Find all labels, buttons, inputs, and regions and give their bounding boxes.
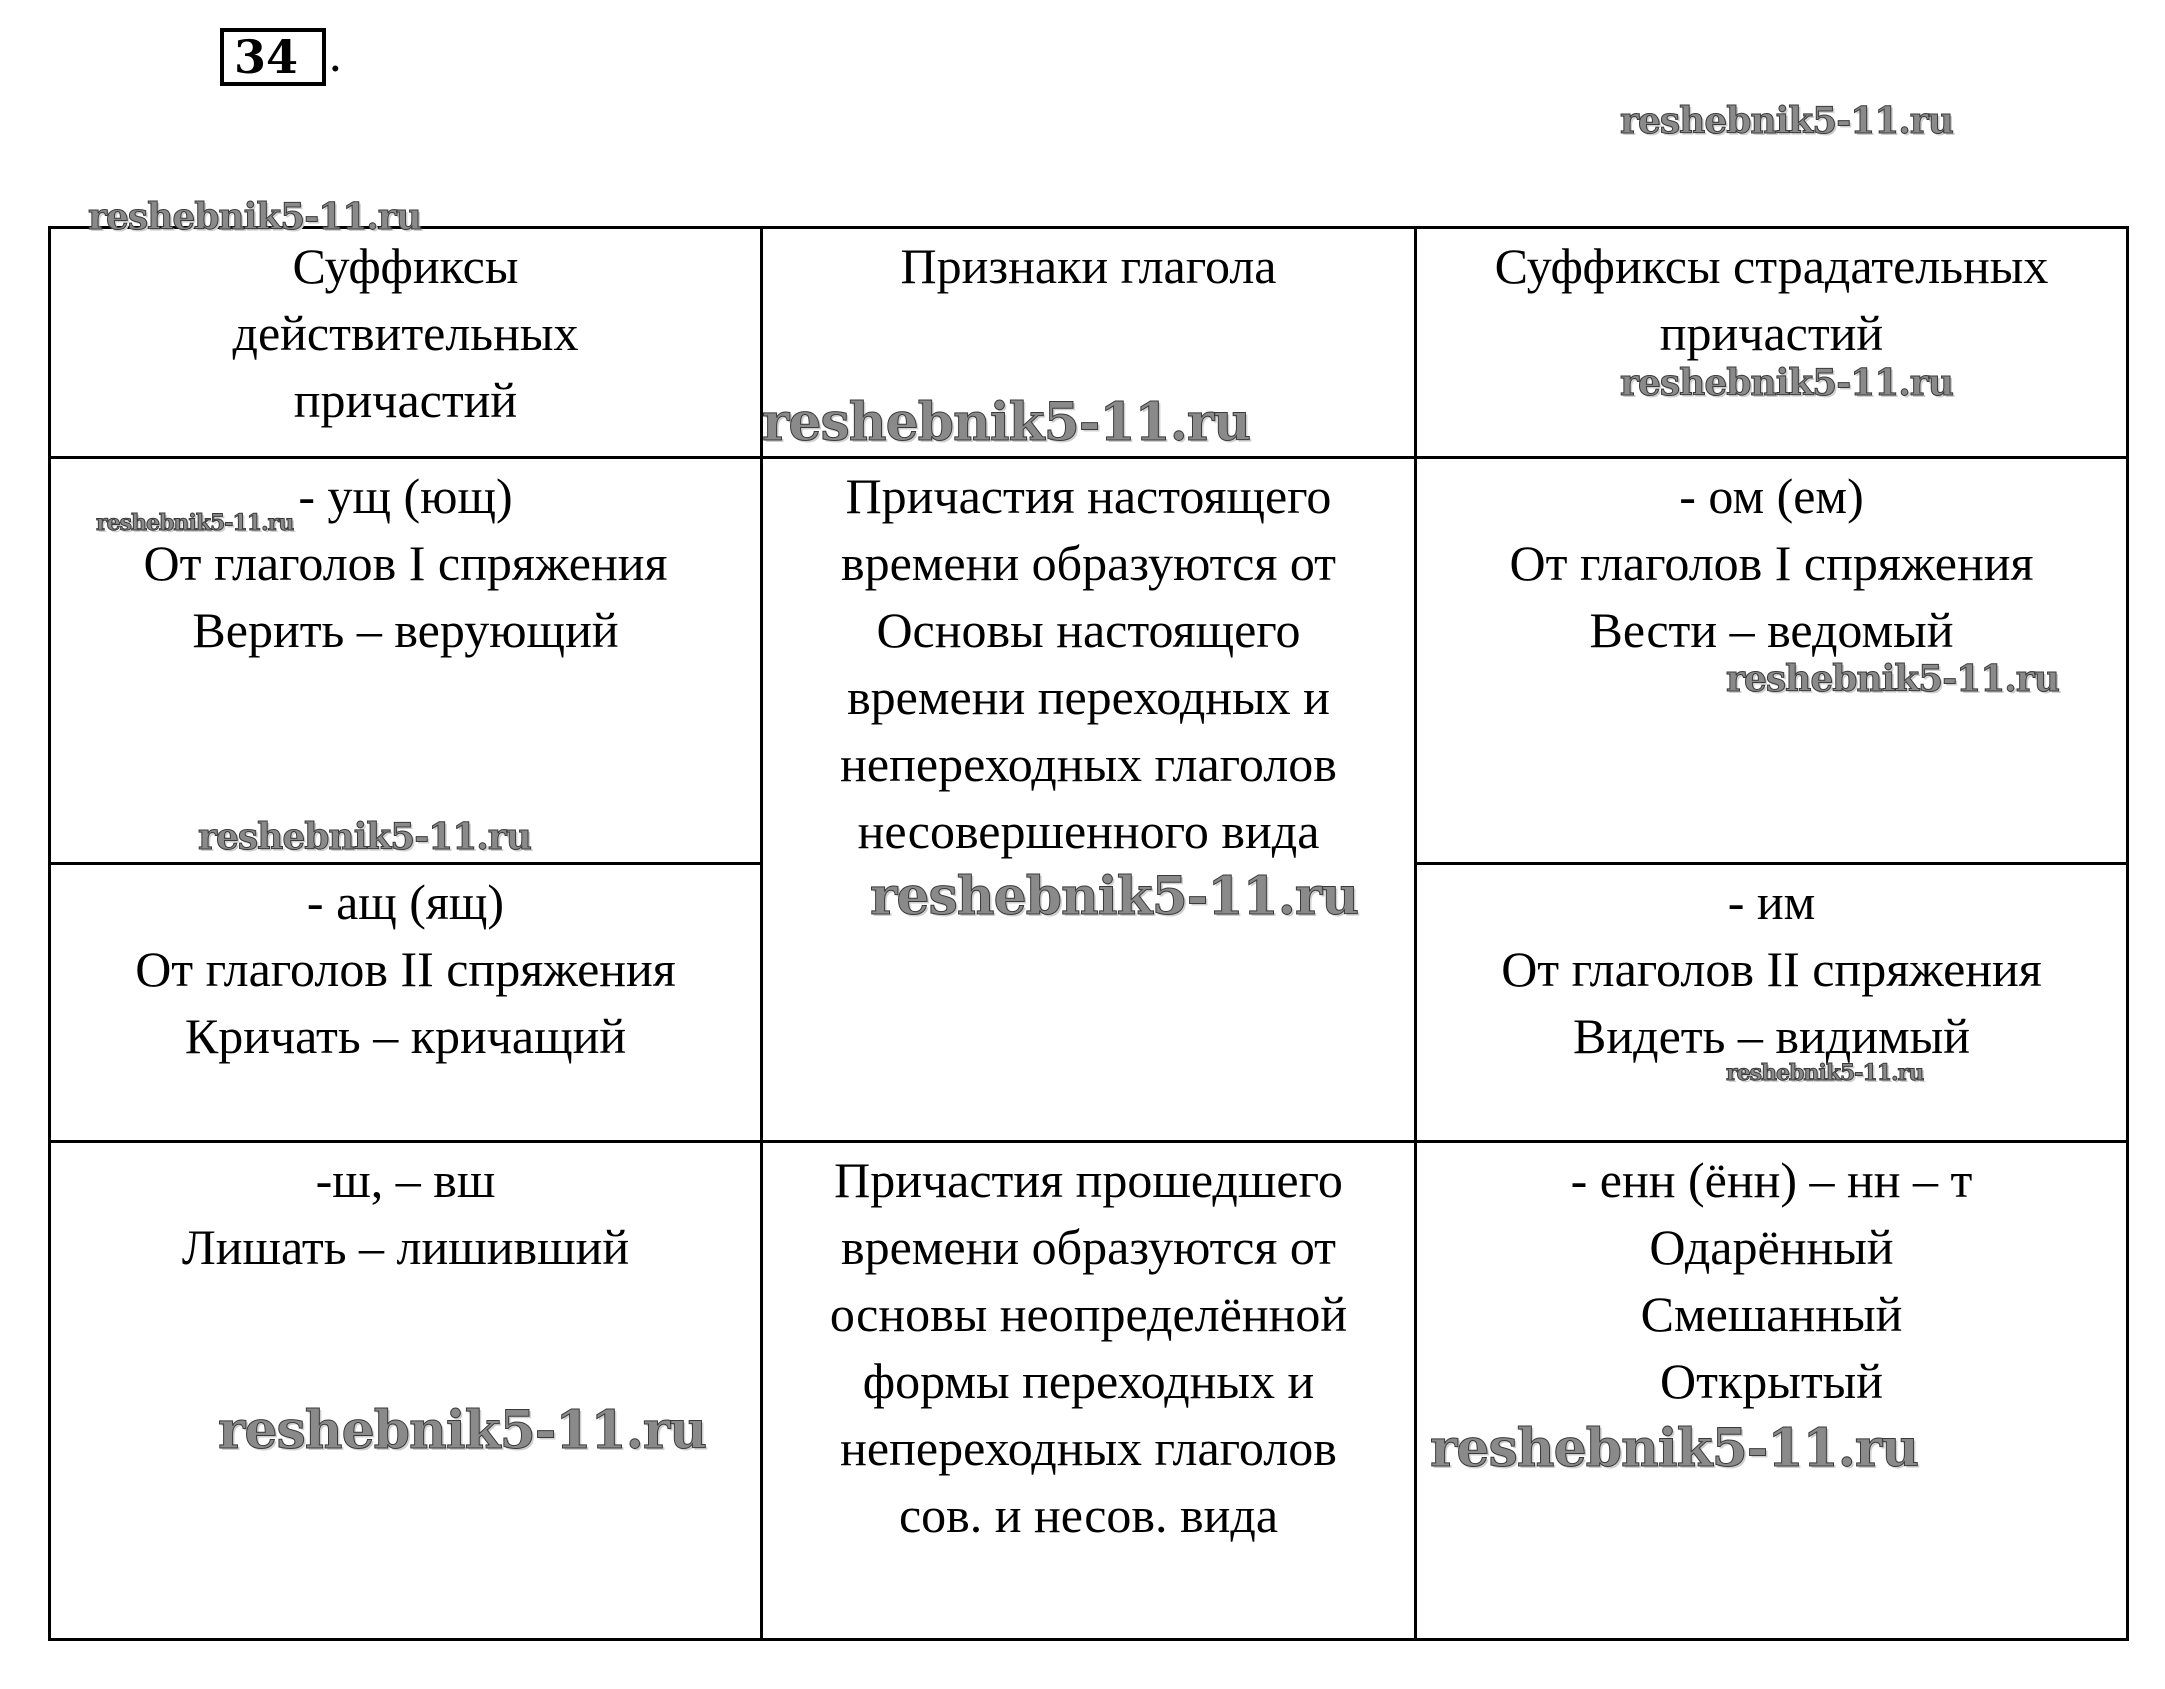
watermark: reshebnik5-11.ru bbox=[88, 196, 421, 238]
cell-line: Кричать – кричащий bbox=[184, 1008, 627, 1064]
task-number-dot: . bbox=[328, 28, 343, 82]
cell-line: От глаголов II спряжения bbox=[1501, 941, 2042, 997]
header-line: Признаки глагола bbox=[900, 238, 1277, 294]
cell-line: времени образуются от bbox=[840, 535, 1337, 591]
cell-line: основы неопределённой bbox=[829, 1286, 1348, 1342]
cell-line: Видеть – видимый bbox=[1573, 1008, 1970, 1064]
watermark: reshebnik5-11.ru bbox=[198, 816, 531, 858]
cell-line: От глаголов I спряжения bbox=[143, 535, 668, 591]
watermark: reshebnik5-11.ru bbox=[218, 1400, 707, 1461]
task-number: 34 bbox=[234, 30, 299, 84]
passive-suffix-im-cell bbox=[1416, 864, 2128, 1142]
cell-line: Причастия прошедшего bbox=[834, 1152, 1343, 1208]
watermark: reshebnik5-11.ru bbox=[1620, 100, 1953, 142]
cell-line: несовершенного вида bbox=[857, 803, 1320, 859]
watermark: reshebnik5-11.ru bbox=[762, 392, 1251, 453]
cell-line: Одарённый bbox=[1649, 1219, 1894, 1275]
watermark: reshebnik5-11.ru bbox=[870, 866, 1359, 927]
cell-line: От глаголов I спряжения bbox=[1509, 535, 2034, 591]
present-tense-description-cell bbox=[762, 458, 1416, 1142]
cell-line: От глаголов II спряжения bbox=[135, 941, 676, 997]
passive-suffix-enn-cell bbox=[1416, 1142, 2128, 1640]
cell-line: Причастия настоящего bbox=[845, 468, 1332, 524]
cell-line: Открытый bbox=[1659, 1353, 1884, 1409]
cell-line: непереходных глаголов bbox=[840, 736, 1337, 792]
cell-line: - енн (ённ) – нн – т bbox=[1570, 1152, 1973, 1208]
header-active-suffixes bbox=[50, 228, 762, 458]
cell-line: формы переходных и bbox=[862, 1353, 1315, 1409]
watermark: reshebnik5-11.ru bbox=[1726, 1060, 1924, 1086]
past-tense-description-cell bbox=[762, 1142, 1416, 1640]
cell-line: Основы настоящего bbox=[876, 602, 1301, 658]
cell-line: сов. и несов. вида bbox=[898, 1487, 1279, 1543]
cell-line: Смешанный bbox=[1640, 1286, 1903, 1342]
header-passive-suffixes bbox=[1416, 228, 2128, 458]
cell-line: - ащ (ящ) bbox=[306, 874, 505, 930]
watermark: reshebnik5-11.ru bbox=[1430, 1418, 1919, 1479]
task-number-box bbox=[220, 28, 326, 86]
watermark: reshebnik5-11.ru bbox=[96, 510, 294, 536]
active-suffix-sh-cell bbox=[50, 1142, 762, 1640]
cell-line: - им bbox=[1727, 874, 1816, 930]
header-line: Суффиксы bbox=[292, 238, 519, 294]
watermark: reshebnik5-11.ru bbox=[1620, 362, 1953, 404]
header-line: действительных bbox=[232, 305, 579, 361]
watermark: reshebnik5-11.ru bbox=[1726, 658, 2059, 700]
cell-line: -ш, – вш bbox=[315, 1152, 496, 1208]
past-row bbox=[50, 1142, 2128, 1640]
header-line: Суффиксы страдательных bbox=[1494, 238, 2049, 294]
cell-line: непереходных глаголов bbox=[840, 1420, 1337, 1476]
cell-line: времени переходных и bbox=[847, 669, 1330, 725]
cell-line: Вести – ведомый bbox=[1589, 602, 1954, 658]
header-line: причастий bbox=[293, 372, 518, 428]
cell-line: - ущ (ющ) bbox=[298, 468, 513, 524]
header-line: причастий bbox=[1659, 305, 1884, 361]
active-suffix-ashch-cell bbox=[50, 864, 762, 1142]
cell-line: Лишать – лишивший bbox=[181, 1219, 630, 1275]
cell-line: Верить – верующий bbox=[192, 602, 619, 658]
cell-line: времени образуются от bbox=[840, 1219, 1337, 1275]
cell-line: - ом (ем) bbox=[1679, 468, 1864, 524]
